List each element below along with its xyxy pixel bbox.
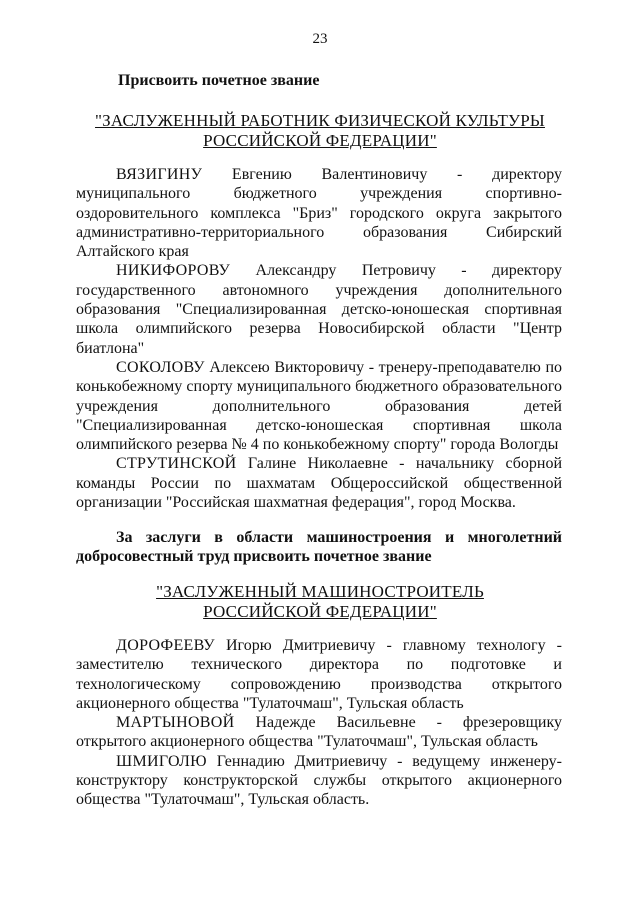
awardee-details: Александру Петровичу - директору государственного автономного учреждения дополнительного образования "Специализированная детско-юношеская спортивная школа олимпийского резерва Новосибирской области "Центр биатлона" (76, 262, 562, 357)
section2-title-line1: "ЗАСЛУЖЕННЫЙ МАШИНОСТРОИТЕЛЬ (156, 582, 484, 601)
award-entry (76, 636, 562, 713)
awardee-details: Евгению Валентиновичу - директору муниципального бюджетного учреждения спортивно-оздоровительного комплекса "Бриз" городского округа закрытого административно-территориального образования Сибирский Алтайского края (76, 166, 562, 261)
awardee-details: Алексею Викторовичу - тренеру-преподавателю по конькобежному спорту муниципального бюджетного образовательного учреждения дополнительного образования детей "Специализированная детско-юношеская спортивная школа олимпийского резерва № 4 по конькобежному спорту" города Вологды (76, 358, 562, 454)
awardee-details: Геннадию Дмитриевичу - ведущему инженеру-конструктору конструкторской службы открытого акционерного общества "Тулаточмаш", Тульская область. (76, 752, 562, 809)
award-entry (76, 752, 562, 810)
section1-title-line2: РОССИЙСКОЙ ФЕДЕРАЦИИ" (203, 131, 437, 150)
awardee-details: Надежде Васильевне - фрезеровщику открытого акционерного общества "Тулаточмаш", Тульская область (76, 714, 562, 751)
section1-title (0, 111, 640, 151)
awardee-surname: ВЯЗИГИНУ (116, 166, 203, 183)
award-entry (76, 358, 562, 454)
section1-entries (76, 165, 562, 512)
award-entry (76, 713, 562, 752)
awardee-surname: МАРТЫНОВОЙ (116, 714, 235, 732)
section2-title (0, 582, 640, 622)
section2-heading-block (76, 528, 562, 567)
awardee-surname: НИКИФОРОВУ (116, 262, 231, 280)
award-entry (76, 261, 562, 357)
page-number: 23 (312, 31, 328, 47)
awardee-surname: СТРУТИНСКОЙ (116, 455, 237, 473)
awardee-surname: ШМИГОЛЮ (116, 752, 207, 770)
section2-heading: За заслуги в области машиностроения и многолетний добросовестный труд присвоить почетное звание (76, 529, 562, 566)
awardee-details: Галине Николаевне - начальнику сборной команды России по шахматам Общероссийской общественной организации "Российская шахматная федерация", город Москва. (76, 455, 562, 512)
award-entry (76, 454, 562, 512)
awardee-surname: ДОРОФЕЕВУ (116, 637, 215, 654)
section1-heading: Присвоить почетное звание (118, 72, 320, 89)
section1-title-line1: "ЗАСЛУЖЕННЫЙ РАБОТНИК ФИЗИЧЕСКОЙ КУЛЬТУРЫ (95, 111, 545, 130)
section2-title-line2: РОССИЙСКОЙ ФЕДЕРАЦИИ" (203, 602, 437, 621)
awardee-details: Игорю Дмитриевичу - главному технологу - заместителю технического директора по подготовке и технологическому сопровождению производства открытого акционерного общества "Тулаточмаш", Тульская область (76, 637, 562, 712)
section2-entries (76, 636, 562, 810)
awardee-surname: СОКОЛОВУ (116, 358, 205, 376)
award-entry (76, 165, 562, 261)
